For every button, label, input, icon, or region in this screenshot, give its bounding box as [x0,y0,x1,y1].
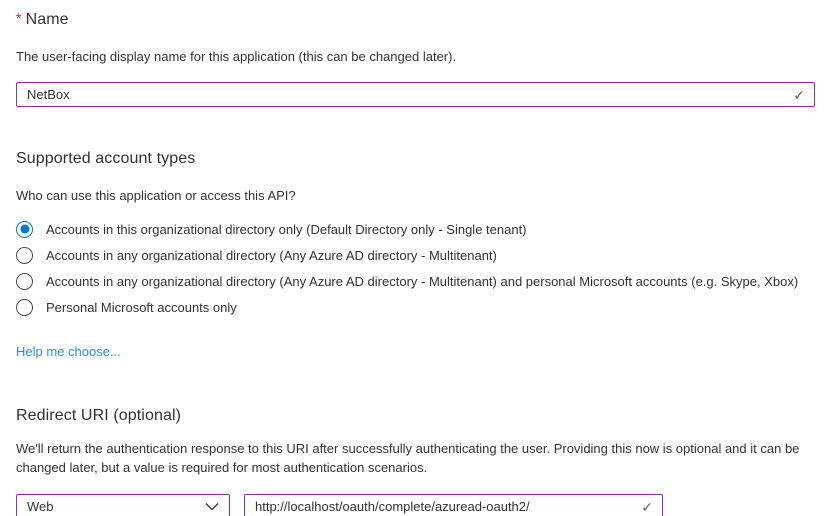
radio-option-label: Accounts in any organizational directory (Any Azure AD directory - Multitenant) [46,247,497,263]
radio-button-icon[interactable] [16,299,33,316]
name-description: The user-facing display name for this application (this can be changed later). [16,49,457,64]
redirect-uri-input-container [244,494,663,516]
platform-select-value: Web [27,499,54,514]
radio-button-icon[interactable] [16,247,33,264]
name-title-text: Name [25,11,69,28]
radio-option-label: Accounts in this organizational directory only (Default Directory only - Single tenant) [46,221,527,237]
radio-option-label: Accounts in any organizational directory (Any Azure AD directory - Multitenant) and personal Microsoft accounts (e.g. Skype, Xbox) [46,273,799,289]
radio-button-icon[interactable] [16,221,33,238]
radio-option-multitenant[interactable] [16,242,813,268]
redirect-uri-description: We'll return the authentication response to this URI after successfully authenticating the user. Providing this now is optional and it can be changed later, but a value is required for most authentication scenarios. [16,441,800,475]
radio-option-single-tenant[interactable] [16,216,813,242]
account-types-question: Who can use this application or access this API? [16,188,296,203]
name-input[interactable] [17,83,814,106]
radio-option-personal-only[interactable] [16,294,813,320]
name-input-container [16,82,815,107]
radio-option-multitenant-personal[interactable] [16,268,813,294]
chevron-down-icon [205,502,219,511]
platform-select[interactable] [16,494,230,516]
account-types-title: Supported account types [16,150,196,167]
redirect-uri-controls [16,494,813,516]
radio-option-label: Personal Microsoft accounts only [46,299,237,315]
help-me-choose-link[interactable]: Help me choose... [16,344,121,359]
name-section-title [16,10,813,29]
redirect-uri-input[interactable] [245,495,662,516]
redirect-uri-title: Redirect URI (optional) [16,407,182,424]
required-asterisk: * [16,10,22,26]
account-type-radio-group [16,216,813,320]
checkmark-icon: ✓ [793,86,805,103]
radio-button-icon[interactable] [16,273,33,290]
checkmark-icon: ✓ [641,498,653,515]
